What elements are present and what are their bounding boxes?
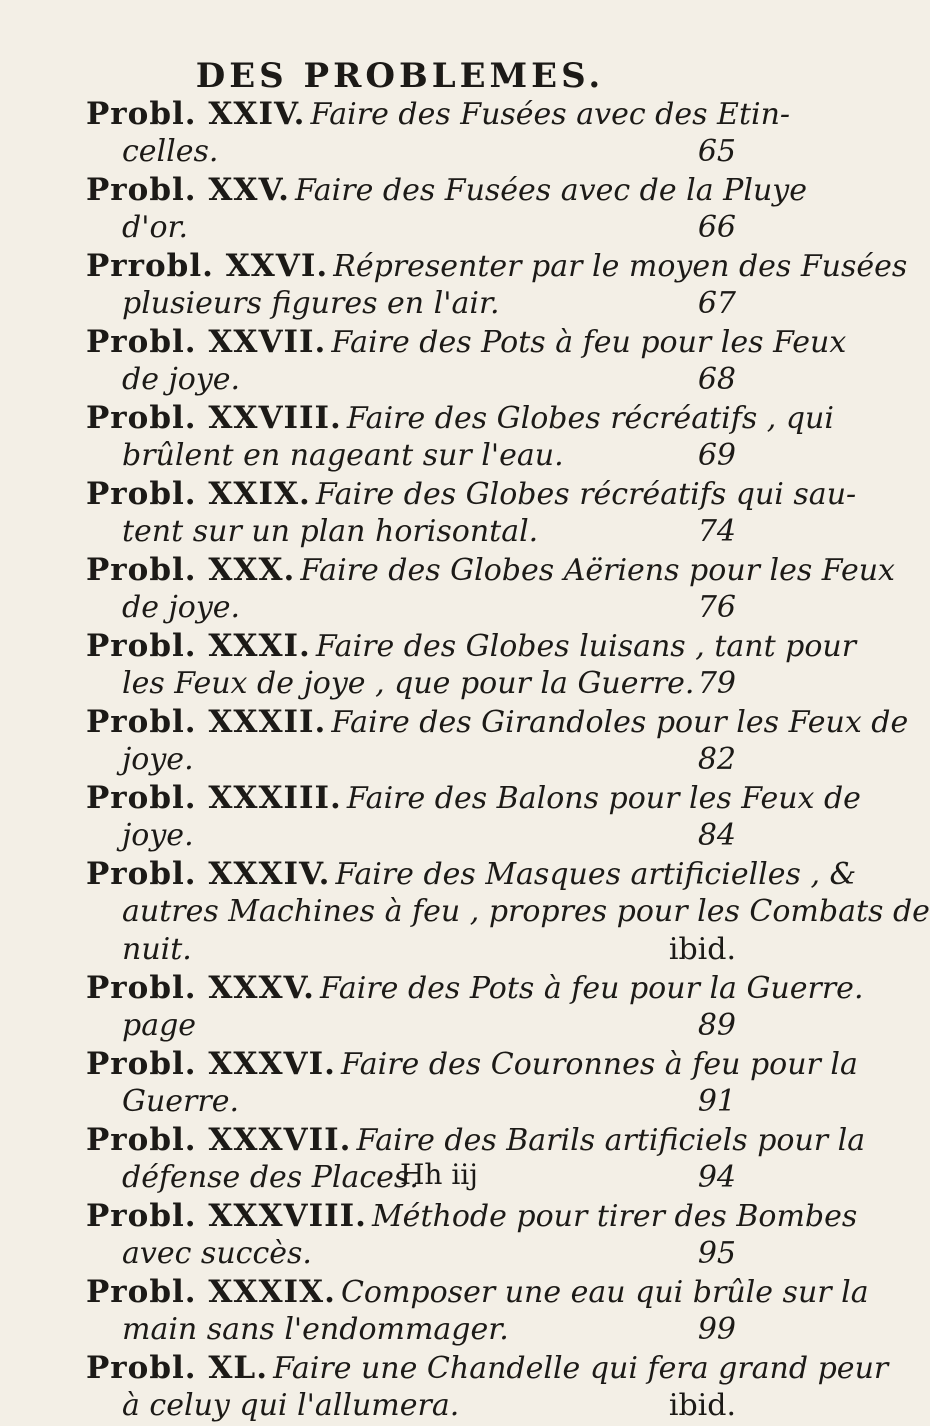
problem-title: Guerre. bbox=[122, 1084, 240, 1119]
entry-continuation-line bbox=[86, 134, 736, 172]
page-number: 82 bbox=[697, 742, 736, 777]
problem-title: de joye. bbox=[122, 590, 241, 625]
problem-label: Probl. XXXVI. bbox=[86, 1046, 336, 1082]
toc-entry bbox=[86, 628, 857, 704]
page-number: 76 bbox=[697, 590, 736, 625]
entry-first-line bbox=[86, 1122, 866, 1160]
entry-continuation-line bbox=[86, 666, 736, 704]
problem-title: avec succès. bbox=[122, 1236, 312, 1271]
page-number: 94 bbox=[697, 1160, 736, 1195]
page-number: 91 bbox=[697, 1084, 736, 1119]
entry-first-line bbox=[86, 324, 847, 362]
problem-title: joye. bbox=[122, 818, 194, 853]
entry-first-line bbox=[86, 248, 908, 286]
problem-title: Méthode pour tirer des Bombes bbox=[371, 1199, 858, 1234]
problem-title: Faire des Globes luisans , tant pour bbox=[315, 629, 857, 664]
entry-continuation-line bbox=[86, 362, 736, 400]
entry-first-line bbox=[86, 552, 895, 590]
problem-title: Faire des Globes Aëriens pour les Feux bbox=[300, 553, 895, 588]
problem-title: à celuy qui l'allumera. bbox=[122, 1388, 460, 1423]
toc-entry bbox=[86, 552, 895, 628]
page-number: 74 bbox=[697, 514, 736, 549]
problem-title: Faire des Globes récréatifs , qui bbox=[346, 401, 834, 436]
page-number: ibid. bbox=[668, 932, 736, 967]
problem-label: Probl. XXVIII. bbox=[86, 400, 342, 436]
entry-first-line bbox=[86, 780, 861, 818]
problem-title: page bbox=[122, 1008, 197, 1043]
entry-continuation-line bbox=[86, 210, 736, 248]
entry-first-line bbox=[86, 172, 807, 210]
problem-title: Faire des Pots à feu pour la Guerre. bbox=[320, 971, 864, 1006]
problem-title: Faire des Barils artificiels pour la bbox=[356, 1123, 866, 1158]
entry-first-line bbox=[86, 96, 791, 134]
page-number: 89 bbox=[697, 1008, 736, 1043]
problem-title: nuit. bbox=[122, 932, 192, 967]
problem-label: Probl. XXXVII. bbox=[86, 1122, 352, 1158]
page-number: 99 bbox=[697, 1312, 736, 1347]
toc-entry bbox=[86, 856, 930, 970]
problem-title: joye. bbox=[122, 742, 194, 777]
toc-entry bbox=[86, 1198, 858, 1274]
problem-title: d'or. bbox=[122, 210, 189, 245]
entry-continuation-line bbox=[86, 1388, 736, 1426]
entry-continuation-line bbox=[86, 1084, 736, 1122]
problem-title: Faire des Girandoles pour les Feux de bbox=[331, 705, 909, 740]
problem-title: Faire une Chandelle qui fera grand peur bbox=[273, 1351, 889, 1386]
problem-title: Faire des Fusées avec des Etin- bbox=[310, 97, 791, 132]
toc-entry bbox=[86, 1046, 858, 1122]
entry-first-line bbox=[86, 856, 857, 894]
problem-title: plusieurs figures en l'air. bbox=[122, 286, 500, 321]
entry-first-line bbox=[86, 476, 857, 514]
problem-label: Probl. XL. bbox=[86, 1350, 268, 1386]
toc-entry bbox=[86, 248, 908, 324]
entry-first-line bbox=[86, 1046, 858, 1084]
entry-first-line bbox=[86, 628, 857, 666]
problem-title: les Feux de joye , que pour la Guerre. bbox=[122, 666, 695, 701]
table-of-contents bbox=[86, 96, 930, 1426]
entry-continuation-line bbox=[86, 590, 736, 628]
entry-continuation-line bbox=[86, 286, 736, 324]
entry-continuation-line bbox=[86, 438, 736, 476]
problem-title: défense des Places. bbox=[122, 1160, 419, 1195]
problem-label: Probl. XXXII. bbox=[86, 704, 327, 740]
toc-entry bbox=[86, 780, 861, 856]
problem-label: Probl. XXXIX. bbox=[86, 1274, 336, 1310]
problem-title: Faire des Globes récréatifs qui sau- bbox=[315, 477, 857, 512]
toc-entry bbox=[86, 324, 847, 400]
problem-label: Probl. XXX. bbox=[86, 552, 296, 588]
problem-label: Prrobl. XXVI. bbox=[86, 248, 329, 284]
problem-title: main sans l'endommager. bbox=[122, 1312, 509, 1347]
entry-first-line bbox=[86, 1274, 869, 1312]
entry-continuation-line bbox=[86, 1008, 736, 1046]
toc-entry bbox=[86, 1350, 889, 1426]
problem-label: Probl. XXIV. bbox=[86, 96, 306, 132]
page-number: 95 bbox=[697, 1236, 736, 1271]
problem-title: Répresenter par le moyen des Fusées bbox=[333, 249, 908, 284]
problem-title: Faire des Pots à feu pour les Feux bbox=[331, 325, 847, 360]
problem-label: Probl. XXXV. bbox=[86, 970, 315, 1006]
problem-title: celles. bbox=[122, 134, 219, 169]
entry-first-line bbox=[86, 1350, 889, 1388]
problem-title: Faire des Couronnes à feu pour la bbox=[340, 1047, 858, 1082]
entry-first-line bbox=[86, 970, 864, 1008]
entry-first-line bbox=[86, 704, 909, 742]
toc-entry bbox=[86, 1274, 869, 1350]
problem-title: autres Machines à feu , propres pour les Combats de bbox=[122, 894, 930, 929]
page-number: 68 bbox=[697, 362, 736, 397]
entry-first-line bbox=[86, 1198, 858, 1236]
problem-title: brûlent en nageant sur l'eau. bbox=[122, 438, 564, 473]
problem-title: Faire des Balons pour les Feux de bbox=[346, 781, 861, 816]
entry-continuation-line bbox=[86, 894, 930, 932]
page-header: DES PROBLEMES. bbox=[195, 56, 605, 96]
page-number: 84 bbox=[697, 818, 736, 853]
problem-label: Probl. XXV. bbox=[86, 172, 290, 208]
toc-entry bbox=[86, 400, 834, 476]
problem-label: Probl. XXXIV. bbox=[86, 856, 331, 892]
problem-title: de joye. bbox=[122, 362, 241, 397]
page-number: ibid. bbox=[668, 1388, 736, 1423]
toc-entry bbox=[86, 476, 857, 552]
problem-label: Probl. XXVII. bbox=[86, 324, 327, 360]
page-number: 66 bbox=[697, 210, 736, 245]
problem-title: Faire des Fusées avec de la Pluye bbox=[294, 173, 807, 208]
entry-continuation-line bbox=[86, 1312, 736, 1350]
signature-mark: Hh iij bbox=[400, 1158, 478, 1191]
entry-continuation-line bbox=[86, 818, 736, 856]
entry-continuation-line bbox=[86, 1236, 736, 1274]
problem-title: Faire des Masques artificielles , & bbox=[335, 857, 857, 892]
entry-continuation-line bbox=[86, 932, 736, 970]
page-number: 79 bbox=[697, 666, 736, 701]
problem-label: Probl. XXXVIII. bbox=[86, 1198, 367, 1234]
problem-title: Composer une eau qui brûle sur la bbox=[340, 1275, 869, 1310]
page-number: 69 bbox=[697, 438, 736, 473]
entry-continuation-line bbox=[86, 742, 736, 780]
entry-first-line bbox=[86, 400, 834, 438]
problem-label: Probl. XXXIII. bbox=[86, 780, 342, 816]
toc-entry bbox=[86, 704, 909, 780]
problem-label: Probl. XXIX. bbox=[86, 476, 311, 512]
toc-entry bbox=[86, 172, 807, 248]
toc-entry bbox=[86, 96, 791, 172]
problem-label: Probl. XXXI. bbox=[86, 628, 311, 664]
problem-title: tent sur un plan horisontal. bbox=[122, 514, 539, 549]
page-number: 67 bbox=[697, 286, 736, 321]
entry-continuation-line bbox=[86, 514, 736, 552]
toc-entry bbox=[86, 970, 864, 1046]
page-number: 65 bbox=[697, 134, 736, 169]
